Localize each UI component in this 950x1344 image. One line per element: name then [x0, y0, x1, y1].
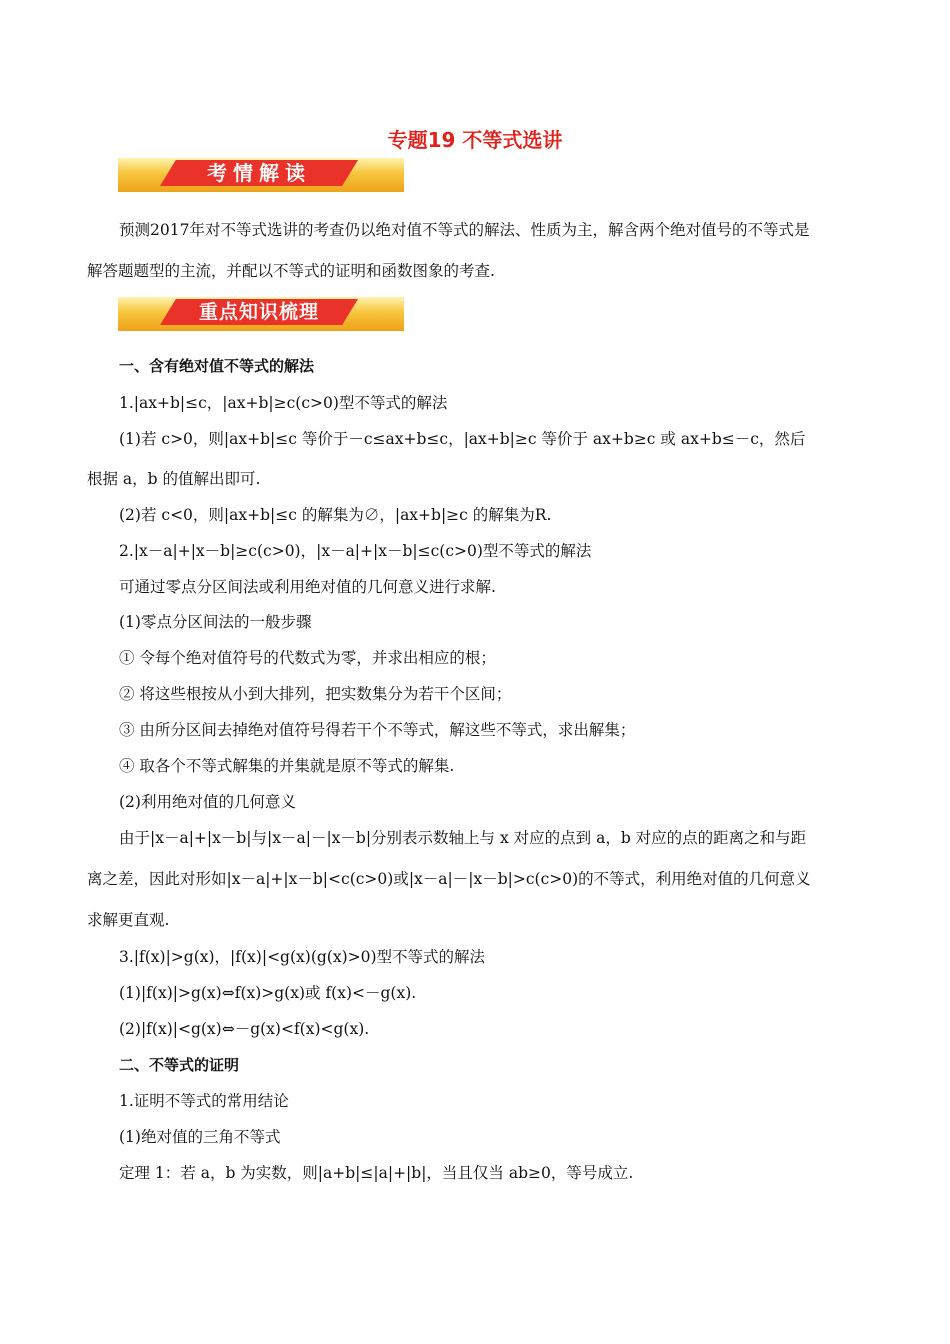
paragraph-line: ② 将这些根按从小到大排列，把实数集分为若干个区间；	[119, 685, 512, 703]
paragraph-line: 2.|x－a|+|x－b|≥c(c>0)，|x－a|+|x－b|≤c(c>0)型不等式的解法	[119, 542, 592, 560]
paragraph-line: ④ 取各个不等式解集的并集就是原不等式的解集.	[119, 757, 455, 775]
paragraph-line: 求解更直观.	[87, 911, 170, 929]
paragraph-line: 1.证明不等式的常用结论	[119, 1092, 289, 1110]
section-heading: 一、含有绝对值不等式的解法	[119, 357, 315, 375]
paragraph-line: ③ 由所分区间去掉绝对值符号得若干个不等式，解这些不等式，求出解集；	[119, 721, 636, 739]
paragraph-line: 解答题题型的主流，并配以不等式的证明和函数图象的考查.	[87, 262, 495, 280]
paragraph-line: ① 令每个绝对值符号的代数式为零，并求出相应的根；	[119, 649, 496, 667]
paragraph-line: 可通过零点分区间法或利用绝对值的几何意义进行求解.	[119, 578, 496, 596]
paragraph-line: 预测2017年对不等式选讲的考查仍以绝对值不等式的解法、性质为主，解含两个绝对值号的不等式是	[119, 221, 810, 239]
paragraph-line: (2)利用绝对值的几何意义	[119, 793, 296, 811]
paragraph-line: (1)|f(x)|>g(x)⇔f(x)>g(x)或 f(x)<－g(x).	[119, 984, 417, 1002]
paragraph-line: (1)零点分区间法的一般步骤	[119, 613, 312, 631]
paragraph-line: 由于|x－a|+|x－b|与|x－a|－|x－b|分别表示数轴上与 x 对应的点到 a，b 对应的点的距离之和与距	[119, 829, 807, 847]
paragraph-line: 1.|ax+b|≤c，|ax+b|≥c(c>0)型不等式的解法	[119, 394, 448, 412]
section-banner-exam-analysis	[118, 158, 404, 192]
page-title: 专题19 不等式选讲	[387, 128, 563, 152]
section-heading: 二、不等式的证明	[119, 1056, 240, 1074]
banner-label: 重点知识梳理	[198, 301, 319, 323]
paragraph-line: (2)|f(x)|<g(x)⇔－g(x)<f(x)<g(x).	[119, 1020, 370, 1038]
paragraph-line: 离之差，因此对形如|x－a|+|x－b|<c(c>0)或|x－a|－|x－b|>c(c>0)的不等式，利用绝对值的几何意义	[87, 870, 811, 888]
paragraph-line: (1)绝对值的三角不等式	[119, 1128, 281, 1146]
paragraph-line: (2)若 c<0，则|ax+b|≤c 的解集为∅，|ax+b|≥c 的解集为R.	[119, 506, 552, 524]
paragraph-line: 3.|f(x)|>g(x)，|f(x)|<g(x)(g(x)>0)型不等式的解法	[119, 948, 486, 966]
paragraph-line: 定理 1：若 a，b 为实数，则|a+b|≤|a|+|b|，当且仅当 ab≥0，等号成立.	[119, 1164, 634, 1182]
section-banner-key-knowledge	[118, 297, 404, 331]
banner-label: 考情解读	[207, 161, 311, 185]
paragraph-line: (1)若 c>0，则|ax+b|≤c 等价于－c≤ax+b≤c，|ax+b|≥c 等价于 ax+b≥c 或 ax+b≤－c，然后	[119, 430, 806, 448]
paragraph-line: 根据 a，b 的值解出即可.	[87, 470, 261, 488]
